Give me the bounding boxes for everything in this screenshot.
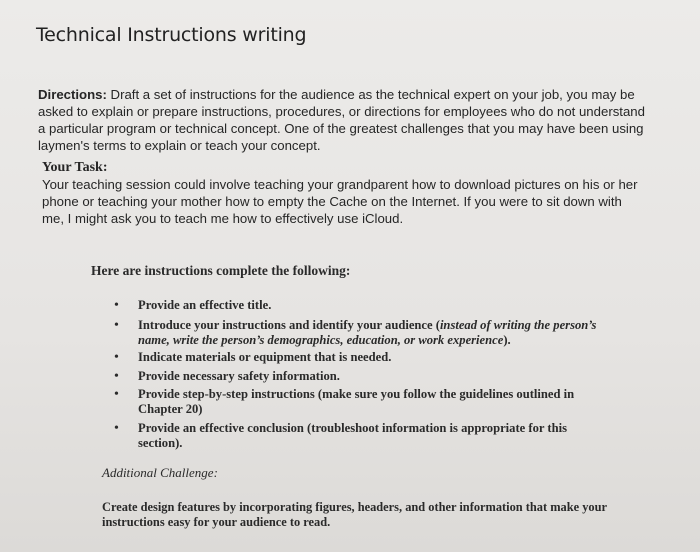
list-item (110, 318, 610, 348)
challenge-heading: Additional Challenge: (102, 465, 218, 480)
list-item (110, 298, 610, 313)
bullet-icon: • (114, 318, 119, 333)
bullet-icon: • (114, 350, 119, 365)
list-item (110, 421, 610, 451)
instructions-heading: Here are instructions complete the following: (91, 263, 351, 278)
bullet-icon: • (114, 421, 119, 436)
list-item (110, 387, 610, 417)
task-paragraph: Your teaching session could involve teaching your grandparent how to download pictures on his or her phone or teaching your mother how to empty the Cache on the Internet. If you were to sit down with me, I might ask you to teach me how to effectively use iCloud. (42, 177, 638, 226)
bullet-icon: • (114, 387, 119, 402)
list-item-text: Indicate materials or equipment that is needed. (138, 350, 392, 364)
list-item-text: Provide an effective conclusion (troubleshoot information is appropriate for this section). (138, 421, 567, 450)
bullet-icon: • (114, 298, 119, 313)
directions-label: Directions: (38, 87, 107, 102)
bullet-icon: • (114, 369, 119, 384)
list-item (110, 369, 610, 384)
list-item-text: Introduce your instructions and identify your audience ( (138, 318, 440, 332)
page-title: Technical Instructions writing (36, 24, 307, 46)
list-item-text: Provide necessary safety information. (138, 369, 340, 383)
directions-text: Draft a set of instructions for the audience as the technical expert on your job, you may be asked to explain or prepare instructions, procedures, or directions for employees who do not understand a particular program or technical concept. One of the greatest challenges that you may have been using laymen's terms to explain or teach your concept. (38, 87, 645, 153)
list-item (110, 350, 610, 365)
challenge-paragraph: Create design features by incorporating figures, headers, and other information that make your instructions easy for your audience to read. (102, 500, 607, 529)
list-item-text: Provide an effective title. (138, 298, 272, 312)
list-item-text: Provide step-by-step instructions (make sure you follow the guidelines outlined in Chapter 20) (138, 387, 575, 416)
list-item-text-end: ). (503, 333, 511, 347)
instructions-list (110, 298, 610, 451)
list-item-italic: instead of writing the person’s name, write the person’s demographics, education, or work experience (138, 318, 597, 347)
directions-paragraph (38, 86, 648, 154)
task-heading: Your Task: (42, 160, 108, 175)
